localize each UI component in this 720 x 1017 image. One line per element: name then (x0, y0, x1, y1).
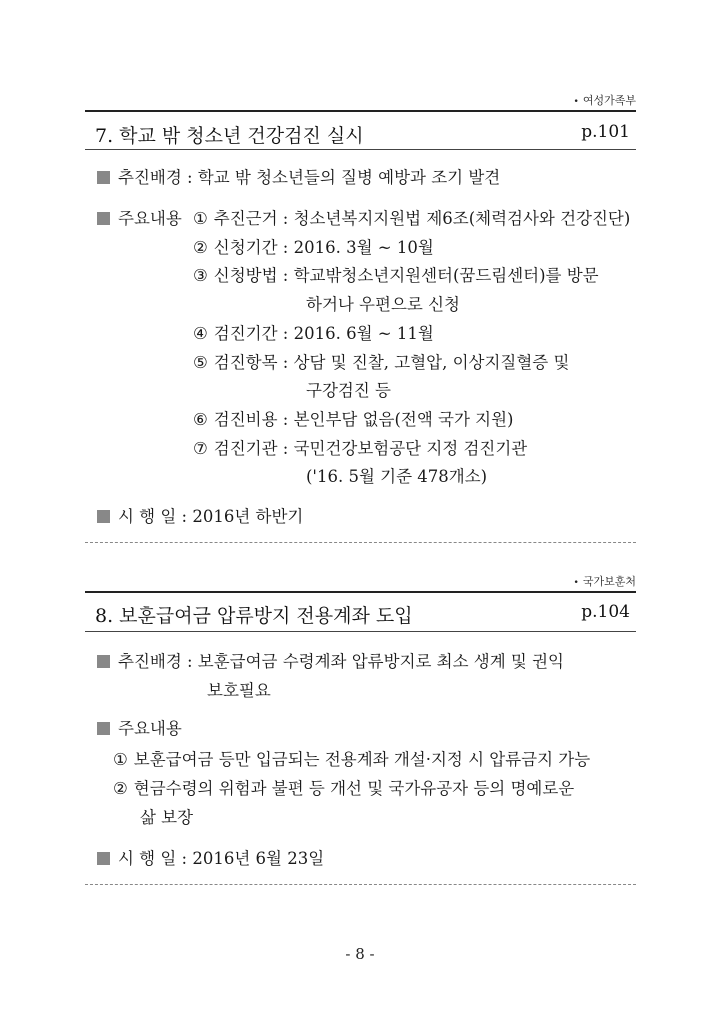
list-item: ③ 신청방법 : 학교밖청소년지원센터(꿈드림센터)를 방문 (193, 266, 599, 285)
list-item: ① 추진근거 : 청소년복지지원법 제6조(체력검사와 건강진단) (193, 209, 631, 228)
section-title-underline (85, 631, 636, 632)
square-bullet-icon (97, 722, 110, 735)
section-top-rule (85, 591, 636, 593)
list-item-continuation: ('16. 5월 기준 478개소) (306, 467, 488, 486)
effective-date-line: 시 행 일 : 2016년 하반기 (97, 503, 303, 527)
effective-date-line: 시 행 일 : 2016년 6월 23일 (97, 845, 324, 869)
section-divider (85, 542, 636, 543)
section-title: 7. 학교 밖 청소년 건강검진 실시 (95, 125, 364, 147)
bullet-dot-icon: • (573, 578, 579, 588)
list-item: ④ 검진기간 : 2016. 6월 ~ 11월 (193, 324, 434, 343)
section-top-rule (85, 110, 636, 112)
background-line: 추진배경 : 보훈급여금 수령계좌 압류방지로 최소 생계 및 권익 (97, 648, 564, 672)
content-heading: 주요내용 (97, 715, 182, 739)
bullet-dot-icon: • (573, 97, 579, 107)
background-line: 추진배경 : 학교 밖 청소년들의 질병 예방과 조기 발견 (97, 164, 500, 188)
page-reference: p.101 (581, 122, 630, 142)
list-item: ⑥ 검진비용 : 본인부담 없음(전액 국가 지원) (193, 410, 514, 429)
square-bullet-icon (97, 655, 110, 668)
list-item-continuation: 하거나 우편으로 신청 (306, 295, 460, 314)
list-item: ① 보훈급여금 등만 입금되는 전용계좌 개설·지정 시 압류금지 가능 (113, 750, 591, 769)
content-heading: 주요내용 (97, 205, 182, 229)
ministry-label: • 여성가족부 (573, 94, 636, 107)
page-reference: p.104 (581, 602, 630, 622)
section-title-underline (85, 149, 636, 150)
section-divider (85, 884, 636, 885)
square-bullet-icon (97, 171, 110, 184)
ministry-label: • 국가보훈처 (573, 575, 636, 588)
list-item-continuation: 삶 보장 (140, 808, 194, 827)
section-title: 8. 보훈급여금 압류방지 전용계좌 도입 (95, 605, 413, 627)
list-item-continuation: 구강검진 등 (306, 381, 391, 400)
square-bullet-icon (97, 510, 110, 523)
background-continuation: 보호필요 (207, 681, 271, 700)
list-item: ② 신청기간 : 2016. 3월 ~ 10월 (193, 238, 434, 257)
square-bullet-icon (97, 212, 110, 225)
page-number: - 8 - (345, 945, 375, 963)
list-item: ⑦ 검진기관 : 국민건강보험공단 지정 검진기관 (193, 439, 528, 458)
square-bullet-icon (97, 852, 110, 865)
list-item: ⑤ 검진항목 : 상담 및 진찰, 고혈압, 이상지질혈증 및 (193, 353, 570, 372)
list-item: ② 현금수령의 위험과 불편 등 개선 및 국가유공자 등의 명예로운 (113, 779, 575, 798)
